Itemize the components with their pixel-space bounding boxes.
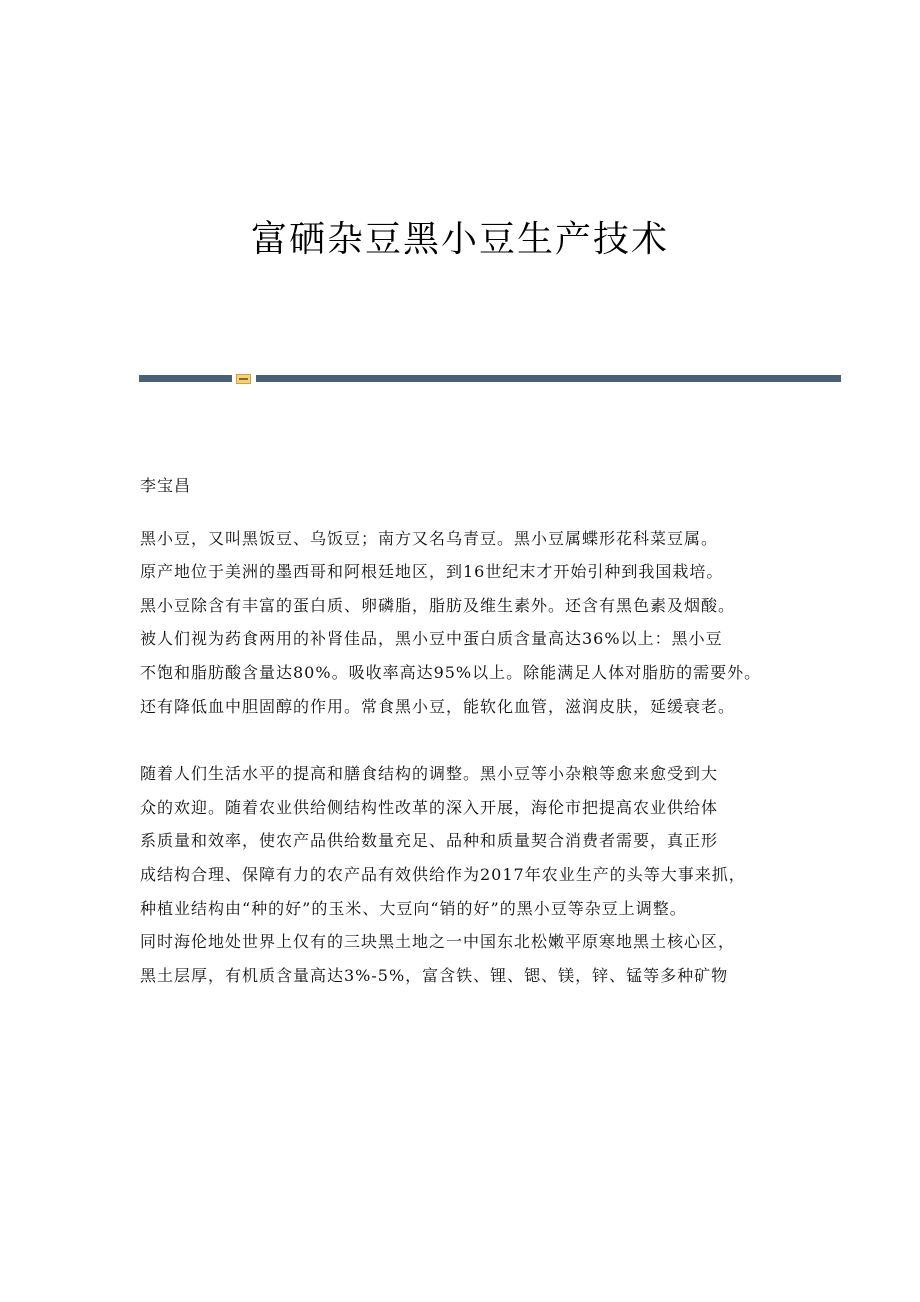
document-body bbox=[140, 469, 810, 992]
paragraph-line: 众的欢迎。随着农业供给侧结构性改革的深入开展，海伦市把提高农业供给体 bbox=[140, 797, 719, 817]
author-name: 李宝昌 bbox=[140, 476, 192, 495]
paragraph-2 bbox=[140, 757, 810, 992]
divider-bar-right bbox=[256, 375, 841, 382]
paragraph-line: 同时海伦地处世界上仅有的三块黑土地之一中国东北松嫩平原寒地黑土核心区， bbox=[140, 932, 736, 952]
paragraph-line: 还有降低血中胆固醇的作用。常食黑小豆，能软化血管，滋润皮肤，延缓衰老。 bbox=[140, 696, 736, 716]
paragraph-line: 种植业结构由“种的好”的玉米、大豆向“销的好”的黑小豆等杂豆上调整。 bbox=[140, 898, 687, 918]
paragraph-line: 系质量和效率，使农产品供给数量充足、品种和质量契合消费者需要，真正形 bbox=[140, 831, 719, 851]
divider-emblem-icon bbox=[236, 374, 251, 384]
document-title: 富硒杂豆黑小豆生产技术 bbox=[250, 219, 669, 260]
divider-bar-left bbox=[139, 375, 232, 382]
paragraph-line: 黑小豆除含有丰富的蛋白质、卵磷脂，脂肪及维生素外。还含有黑色素及烟酸。 bbox=[140, 595, 736, 615]
title-divider bbox=[139, 374, 841, 384]
paragraph-line: 不饱和脂肪酸含量达80%。吸收率高达95%以上。除能满足人体对脂肪的需要外。 bbox=[140, 662, 762, 682]
paragraph-line: 黑土层厚，有机质含量高达3%-5%，富含铁、锂、锶、镁，锌、锰等多种矿物 bbox=[140, 965, 729, 985]
paragraph-spacer bbox=[140, 723, 810, 757]
paragraph-line: 黑小豆，又叫黑饭豆、乌饭豆；南方又名乌青豆。黑小豆属蝶形花科菜豆属。 bbox=[140, 528, 719, 548]
paragraph-line: 成结构合理、保障有力的农产品有效供给作为2017年农业生产的头等大事来抓， bbox=[140, 864, 746, 884]
paragraph-1 bbox=[140, 522, 810, 724]
paragraph-line: 被人们视为药食两用的补肾佳品，黑小豆中蛋白质含量高达36%以上：黑小豆 bbox=[140, 629, 723, 649]
paragraph-line: 随着人们生活水平的提高和膳食结构的调整。黑小豆等小杂粮等愈来愈受到大 bbox=[140, 764, 719, 784]
paragraph-line: 原产地位于美洲的墨西哥和阿根廷地区，到16世纪末才开始引种到我国栽培。 bbox=[140, 562, 724, 582]
